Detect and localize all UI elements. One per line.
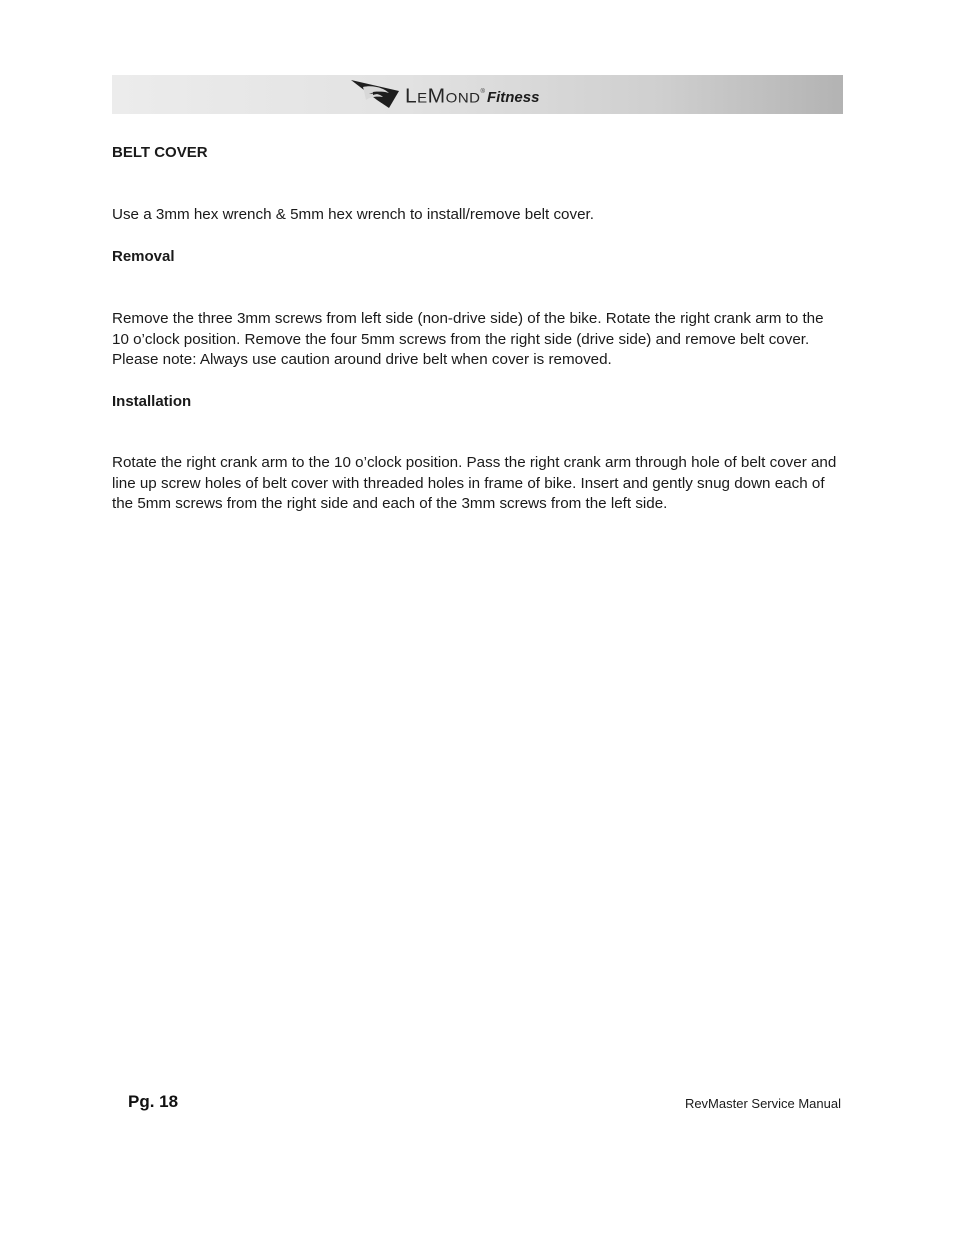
brand-suffix: Fitness: [486, 89, 540, 106]
brand-logo: [349, 77, 609, 111]
section-title: BELT COVER: [112, 144, 208, 161]
registered-mark: ®: [480, 89, 485, 95]
lemond-emblem-icon: [349, 77, 401, 111]
manual-name: RevMaster Service Manual: [684, 1096, 841, 1111]
intro-paragraph: Use a 3mm hex wrench & 5mm hex wrench to install/remove belt cover.: [112, 206, 594, 223]
installation-paragraph: Rotate the right crank arm to the 10 o’clock position. Pass the right crank arm through hole of belt cover and line up screw holes of belt cover with threaded holes in frame of bike. Insert and gently snug down each of the 5mm screws from the right side and each of the 3mm screws from the left side.: [112, 454, 837, 512]
removal-heading: Removal: [112, 248, 175, 265]
brand-wordmark: [405, 85, 539, 109]
brand-name: LeMond: [405, 85, 481, 108]
removal-paragraph: Remove the three 3mm screws from left side (non-drive side) of the bike. Rotate the right crank arm to the 10 o’clock position. Remove the four 5mm screws from the right side (drive side) and remove belt cover. Please note: Always use caution around drive belt when cover is removed.: [112, 310, 824, 368]
installation-heading: Installation: [112, 393, 192, 410]
page-number: Pg. 18: [128, 1092, 179, 1111]
